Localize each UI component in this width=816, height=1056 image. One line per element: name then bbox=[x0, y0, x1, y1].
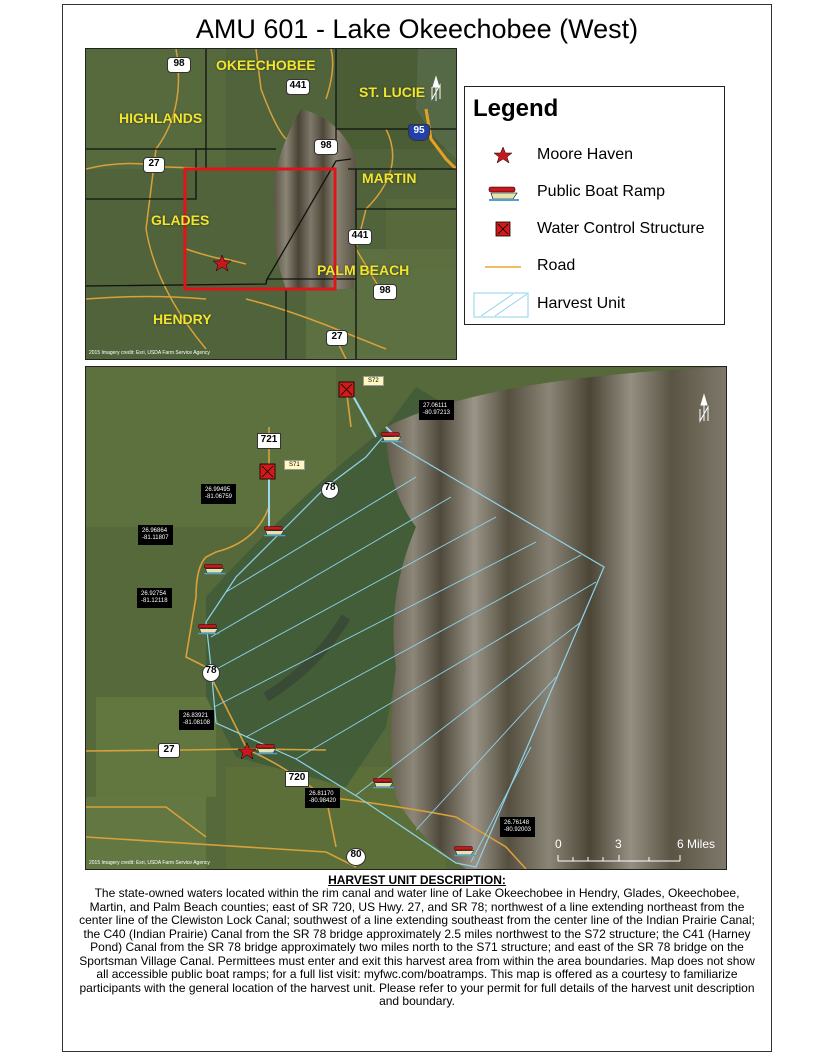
route-shield: 98 bbox=[314, 139, 338, 155]
ramp-lat: 26.81170 bbox=[309, 791, 334, 797]
star-icon bbox=[483, 144, 523, 166]
route-shield: 78 bbox=[321, 481, 339, 499]
legend-label-harvest-unit: Harvest Unit bbox=[537, 295, 626, 312]
route-shield: 98 bbox=[373, 284, 397, 300]
boat-ramp-coords bbox=[305, 788, 340, 808]
ramp-lat: 26.76148 bbox=[504, 820, 530, 826]
county-label-glades: GLADES bbox=[151, 212, 210, 228]
county-label-palm-beach: PALM BEACH bbox=[317, 262, 410, 278]
boat-ramp-coords bbox=[179, 710, 214, 730]
ramp-lat: 26.83921 bbox=[183, 713, 209, 719]
boat-ramp-icon bbox=[252, 737, 280, 759]
main-map bbox=[85, 366, 727, 870]
route-shield: 721 bbox=[257, 433, 281, 449]
ramp-lat: 26.92754 bbox=[141, 591, 167, 597]
route-shield: 441 bbox=[286, 79, 310, 95]
scale-tick-label: 0 bbox=[555, 837, 562, 851]
boat-ramp-icon bbox=[450, 839, 478, 861]
boat-ramp-icon bbox=[194, 617, 222, 639]
structure-label-s71: S71 bbox=[284, 460, 305, 470]
boat-ramp-icon bbox=[483, 181, 523, 203]
scale-tick-label: 6 Miles bbox=[677, 837, 716, 851]
description-heading: HARVEST UNIT DESCRIPTION: bbox=[328, 873, 506, 887]
legend-label-moore-haven: Moore Haven bbox=[537, 146, 634, 163]
scale-tick-label: 3 bbox=[615, 837, 622, 851]
county-label-st-lucie: ST. LUCIE bbox=[359, 84, 426, 100]
boat-ramp-coords bbox=[419, 400, 454, 420]
boat-ramp-icon bbox=[369, 771, 397, 793]
legend-label-road: Road bbox=[537, 257, 576, 274]
legend bbox=[464, 86, 725, 325]
legend-label-public-boat-ramp: Public Boat Ramp bbox=[537, 183, 666, 200]
boat-ramp-coords bbox=[201, 484, 236, 504]
ramp-lat: 26.99495 bbox=[205, 487, 231, 493]
boat-ramp-icon bbox=[200, 557, 228, 579]
county-label-highlands: HIGHLANDS bbox=[119, 110, 203, 126]
ramp-lon: -80.92003 bbox=[504, 827, 532, 833]
ramp-lon: -81.08108 bbox=[183, 720, 211, 726]
water-control-structure-icon bbox=[258, 463, 278, 481]
interstate-shield: 95 bbox=[408, 124, 430, 141]
ramp-lon: -81.12118 bbox=[141, 598, 168, 604]
main-map-imagery bbox=[86, 367, 726, 869]
inset-map bbox=[85, 48, 457, 360]
water-control-structure-icon bbox=[337, 381, 357, 399]
ramp-lat: 26.96864 bbox=[142, 528, 168, 534]
route-shield: 441 bbox=[348, 229, 372, 245]
boat-ramp-coords bbox=[138, 525, 173, 545]
route-shield: 27 bbox=[158, 743, 180, 758]
county-label-martin: MARTIN bbox=[362, 170, 417, 186]
legend-label-water-control-structure: Water Control Structure bbox=[537, 220, 705, 237]
boat-ramp-coords bbox=[500, 817, 535, 837]
structure-label-s72: S72 bbox=[363, 376, 384, 386]
boat-ramp-icon bbox=[260, 519, 288, 541]
imagery-credit: 2015 Imagery credit: Esri, USDA Farm Service Agency bbox=[89, 350, 210, 356]
route-shield: 98 bbox=[167, 57, 191, 73]
ramp-lon: -80.97213 bbox=[423, 410, 451, 416]
road-line-icon bbox=[483, 256, 523, 278]
description-text: The state-owned waters located within the rim canal and water line of Lake Okeechobee in Hendry, Glades, Okeechobee, Martin, and Palm Beach counties; east of SR 720, US Hwy. 27, and SR 78; northwest of a line extending northeast from the center line of the Clewiston Lock Canal; southwest of a line extending southeast from the center line of the Indian Prairie Canal; the C40 (Indian Prairie) Canal from the SR 78 bridge approximately 2.5 miles northwest to the S72 structure; the C41 (Harney Pond) Canal from the SR 78 bridge approximately two miles north to the S71 structure; and east of the SR 78 bridge on the Sportsman Village Canal. Permittees must enter and exit this harvest area from within the area boundaries. Map does not show all accessible public boat ramps; for a full list visit: myfwc.com/boatramps. This map is offered as a courtesy to familiarize participants with the general location of the harvest unit. Please refer to your permit for full details of the harvest unit description and boundary. bbox=[79, 886, 755, 1008]
ramp-lat: 27.06111 bbox=[423, 403, 448, 409]
ramp-lon: -81.06759 bbox=[205, 494, 233, 500]
route-shield: 80 bbox=[346, 848, 366, 866]
water-control-structure-icon bbox=[483, 218, 523, 240]
county-label-okeechobee: OKEECHOBEE bbox=[216, 57, 316, 73]
boat-ramp-coords bbox=[137, 588, 172, 608]
route-shield: 27 bbox=[326, 330, 348, 346]
route-shield: 78 bbox=[202, 664, 220, 682]
imagery-credit: 2015 Imagery credit: Esri, USDA Farm Service Agency bbox=[89, 860, 210, 866]
route-shield: 27 bbox=[143, 157, 165, 173]
ramp-lon: -80.98420 bbox=[309, 798, 337, 804]
harvest-unit-hatch-icon bbox=[473, 292, 529, 318]
legend-title: Legend bbox=[473, 95, 559, 122]
ramp-lon: -81.11807 bbox=[142, 535, 169, 541]
boat-ramp-icon bbox=[377, 425, 405, 447]
route-shield: 720 bbox=[285, 771, 309, 787]
map-title: AMU 601 - Lake Okeechobee (West) bbox=[195, 14, 639, 44]
county-label-hendry: HENDRY bbox=[153, 311, 212, 327]
